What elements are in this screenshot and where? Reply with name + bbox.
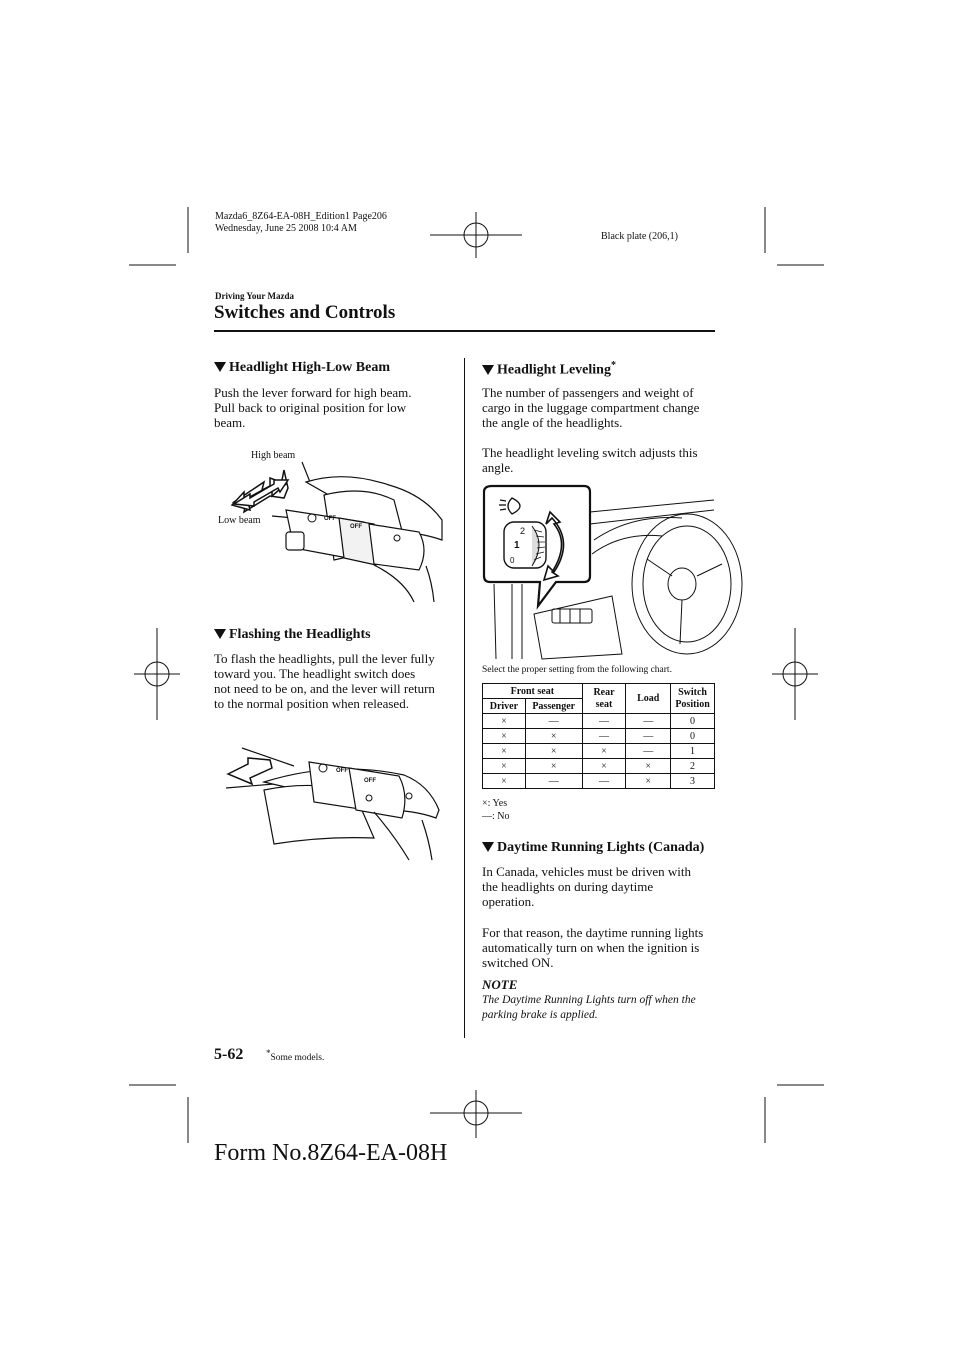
header-load: Load [626, 684, 671, 714]
svg-text:OFF: OFF [336, 768, 348, 774]
beam-lever-illustration [214, 440, 454, 605]
section-label: Driving Your Mazda [215, 291, 295, 301]
page-title: Switches and Controls [214, 302, 396, 323]
table-cell: — [582, 729, 626, 744]
table-row [483, 774, 715, 789]
table-cell: × [483, 759, 526, 774]
table-cell: — [626, 729, 671, 744]
table-row [483, 714, 715, 729]
page-number: 5-62 [214, 1046, 244, 1063]
triangle-marker-icon [214, 629, 226, 639]
triangle-marker-icon [214, 362, 226, 372]
header-front-seat: Front seat [483, 684, 583, 699]
beam-body: Push the lever forward for high beam. Pull back to original position for low beam. [214, 385, 412, 430]
header-driver: Driver [483, 699, 526, 714]
svg-text:OFF: OFF [350, 524, 362, 530]
table-cell: × [525, 759, 582, 774]
triangle-marker-icon [482, 842, 494, 852]
label-low-beam: Low beam [218, 515, 261, 526]
table-cell: × [483, 714, 526, 729]
table-cell: — [626, 714, 671, 729]
leveling-caption: Select the proper setting from the following chart. [482, 665, 672, 675]
flash-heading: Flashing the Headlights [214, 627, 371, 643]
leveling-heading: Headlight Leveling* [482, 360, 616, 379]
beam-heading: Headlight High-Low Beam [214, 360, 390, 376]
flash-lever-illustration [214, 740, 454, 865]
table-cell: × [525, 729, 582, 744]
svg-text:1: 1 [514, 540, 520, 551]
table-cell: × [582, 759, 626, 774]
leveling-switch-illustration [482, 484, 714, 659]
column-divider [464, 358, 465, 1038]
table-cell: 3 [671, 774, 715, 789]
table-cell: × [626, 774, 671, 789]
table-cell: — [582, 714, 626, 729]
table-cell: × [483, 774, 526, 789]
label-high-beam: High beam [251, 450, 296, 461]
table-cell: 0 [671, 714, 715, 729]
table-cell: × [483, 729, 526, 744]
table-cell: — [626, 744, 671, 759]
triangle-marker-icon [482, 365, 494, 375]
print-header-line1: Mazda6_8Z64-EA-08H_Edition1 Page206 [215, 211, 387, 222]
some-models-star: * [610, 360, 616, 371]
table-cell: 1 [671, 744, 715, 759]
drl-p1: In Canada, vehicles must be driven with the headlights on during daytime operation. [482, 864, 692, 909]
svg-text:0: 0 [510, 556, 515, 565]
svg-text:2: 2 [520, 526, 526, 536]
svg-text:OFF: OFF [364, 778, 376, 784]
title-rule [214, 330, 715, 332]
header-rear-seat: Rear seat [582, 684, 626, 714]
table-cell: × [626, 759, 671, 774]
table-row [483, 759, 715, 774]
form-number: Form No.8Z64-EA-08H [214, 1140, 448, 1166]
footnote-star: * [266, 1048, 271, 1058]
table-cell: × [525, 744, 582, 759]
table-cell: — [582, 774, 626, 789]
header-switch-position: Switch Position [671, 684, 715, 714]
leveling-p1: The number of passengers and weight of cargo in the luggage compartment change the angle of the headlights. [482, 385, 700, 430]
leveling-table [482, 683, 715, 789]
svg-text:OFF: OFF [324, 516, 336, 522]
footnote: *Some models. [266, 1048, 325, 1064]
note-body: The Daytime Running Lights turn off when the parking brake is applied. [482, 994, 696, 1021]
table-cell: × [483, 744, 526, 759]
leveling-p2: The headlight leveling switch adjusts this angle. [482, 445, 698, 475]
table-cell: — [525, 774, 582, 789]
table-cell: × [582, 744, 626, 759]
note-label: NOTE [482, 977, 518, 992]
table-cell: — [525, 714, 582, 729]
table-cell: 2 [671, 759, 715, 774]
header-passenger: Passenger [525, 699, 582, 714]
table-cell: 0 [671, 729, 715, 744]
table-row [483, 744, 715, 759]
drl-heading: Daytime Running Lights (Canada) [482, 840, 704, 856]
print-header-line2: Wednesday, June 25 2008 10:4 AM [215, 223, 357, 234]
print-header-plate: Black plate (206,1) [601, 231, 678, 242]
flash-body: To flash the headlights, pull the lever fully toward you. The headlight switch does not need to be on, and the lever will return to the normal position when released. [214, 651, 435, 711]
table-row [483, 729, 715, 744]
drl-p2: For that reason, the daytime running lights automatically turn on when the ignition is switched ON. [482, 925, 704, 970]
legend-no: —: No [482, 811, 510, 822]
legend-yes: ×: Yes [482, 798, 508, 809]
